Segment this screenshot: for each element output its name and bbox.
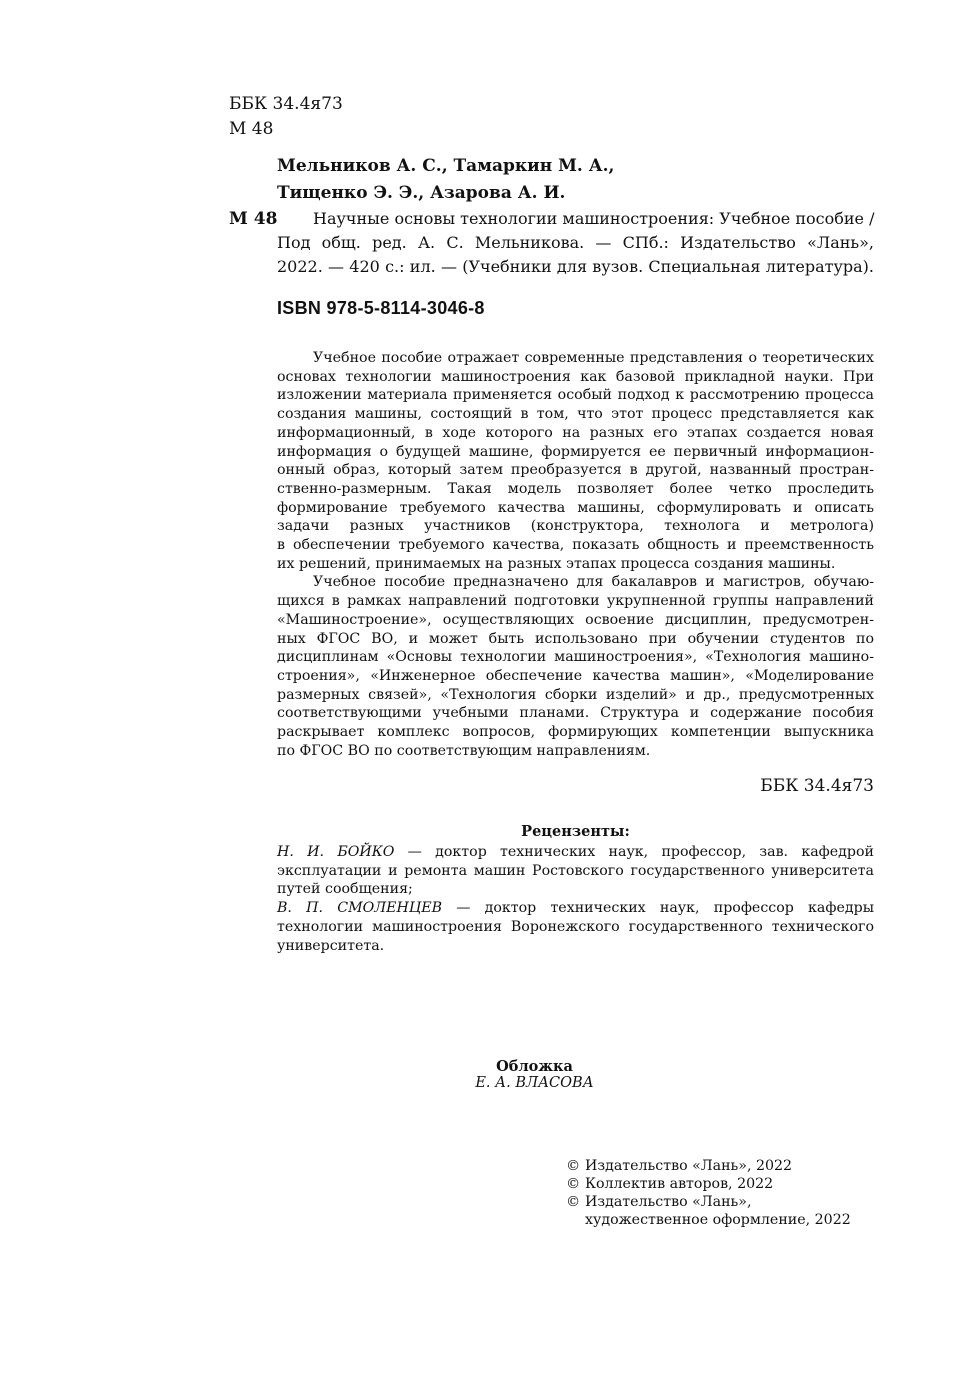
abstract-line: информация о будущей машине, формируется ее первичный информацион- [277, 443, 874, 460]
citation-line-3: 2022. — 420 с.: ил. — (Учебники для вузов. Специальная литература). [277, 257, 874, 276]
abstract-line: раскрывает комплекс вопросов, формирующих компетенции выпускника [277, 724, 874, 741]
abstract-line: в обеспечении требуемого качества, показать общность и преемственность [277, 537, 874, 554]
abstract-line: дисциплинам «Основы технологии машиностроения», «Технология машино- [277, 649, 874, 666]
reviewers-title: Рецензенты: [521, 823, 630, 840]
copyright-icon: © [566, 1194, 581, 1210]
abstract-line: создания машины, состоящий в том, что этот процесс представляется как [277, 406, 874, 423]
author-mark: М 48 [229, 119, 274, 139]
abstract-line: соответствующими учебными планами. Структура и содержание пособия [277, 705, 874, 722]
abstract-line: по ФГОС ВО по соответствующим направлениям. [277, 742, 651, 759]
abstract [277, 349, 874, 760]
abstract-line: строения», «Инженерное обеспечение качества машин», «Моделирование [277, 667, 874, 684]
abstract-line: Учебное пособие предназначено для бакалавров и магистров, обучаю- [313, 574, 874, 591]
abstract-line: ственно-размерным. Такая модель позволяет более четко проследить [277, 480, 874, 497]
abstract-line: изложении материала применяется особый подход к рассмотрению процесса [277, 387, 874, 404]
abstract-line: задачи разных участников (конструктора, технолога и метролога) [277, 518, 874, 535]
abstract-line: основах технологии машиностроения как базовой прикладной науки. При [277, 368, 874, 385]
reviewer-1-line-3: путей сообщения; [277, 881, 413, 898]
citation-line-1: Научные основы технологии машиностроения: Учебное пособие / [313, 209, 875, 228]
bbk-code: ББК 34.4я73 [229, 94, 343, 114]
reviewer-2-name: В. П. СМОЛЕНЦЕВ [277, 900, 442, 917]
bbk-classification-block [229, 92, 343, 142]
copyright-line: художественное оформление, 2022 [585, 1212, 851, 1228]
cover-designer: Е. А. ВЛАСОВА [475, 1075, 594, 1091]
bbk-code-right: ББК 34.4я73 [760, 776, 874, 796]
copyright-line: © Издательство «Лань», 2022 [566, 1158, 793, 1174]
bibliographic-citation [277, 207, 874, 279]
abstract-line: щихся в рамках направлений подготовки укрупненной группы направлений [277, 593, 874, 610]
reviewer-1-line-2: эксплуатации и ремонта машин Ростовского государственного университета [277, 862, 874, 879]
reviewer-2-line-3: университета. [277, 937, 385, 954]
authors-block [277, 153, 614, 207]
reviewer-1-line-1: Н. И. БОЙКО — доктор технических наук, профессор, зав. кафедрой [277, 844, 874, 860]
abstract-line: размерных связей», «Технология сборки изделий» и др., предусмотренных [277, 686, 874, 703]
authors-line-2: Тищенко Э. Э., Азарова А. И. [277, 183, 566, 203]
abstract-line: информационный, в ходе которого на разных его этапах создается новая [277, 424, 874, 441]
abstract-line: онный образ, который затем преобразуется в другой, названный простран- [277, 462, 874, 479]
abstract-line: ных ФГОС ВО, и может быть использовано при обучении студентов по [277, 630, 874, 647]
reviewer-2-line-2: технологии машиностроения Воронежского государственного технического [277, 918, 874, 935]
copyright-block [566, 1157, 851, 1229]
author-mark-bold: М 48 [229, 209, 278, 229]
reviewer-2-line-1: В. П. СМОЛЕНЦЕВ — доктор технических наук, профессор кафедры [277, 900, 874, 917]
abstract-line: формирование требуемого качества машины, сформулировать и описать [277, 499, 874, 516]
citation-line-2: Под общ. ред. А. С. Мельникова. — СПб.: Издательство «Лань», [277, 233, 874, 252]
authors-line-1: Мельников А. С., Тамаркин М. А., [277, 156, 615, 176]
copyright-icon: © [566, 1158, 581, 1174]
abstract-line: «Машиностроение», осуществляющих освоение дисциплин, предусмотрен- [277, 611, 874, 628]
isbn: ISBN 978-5-8114-3046-8 [277, 298, 485, 318]
copyright-icon: © [566, 1176, 581, 1192]
abstract-line: Учебное пособие отражает современные представления о теоретических [313, 350, 874, 366]
abstract-line: их решений, принимаемых на разных этапах процесса создания машины. [277, 555, 836, 572]
reviewers-block [277, 843, 874, 955]
reviewer-1-name: Н. И. БОЙКО [277, 844, 395, 860]
copyright-line: © Издательство «Лань», [566, 1194, 752, 1210]
cover-title: Обложка [496, 1058, 573, 1075]
copyright-line: © Коллектив авторов, 2022 [566, 1176, 774, 1192]
